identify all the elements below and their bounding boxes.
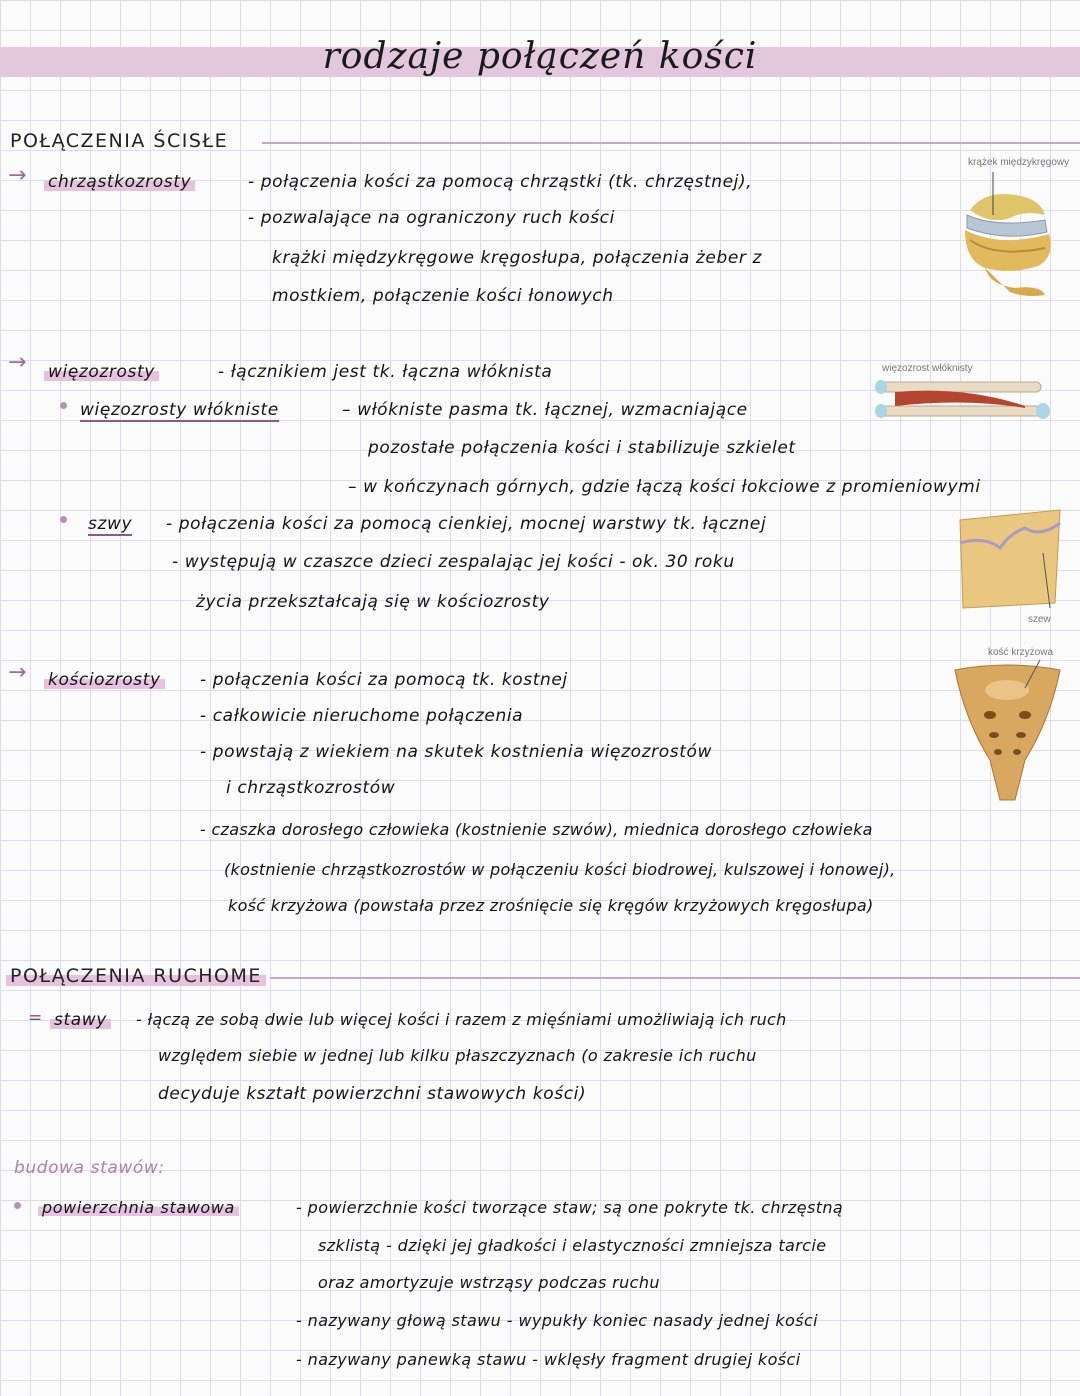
text-line: – włókniste pasma tk. łącznej, wzmacniające [342, 400, 748, 420]
text-line: oraz amortyzuje wstrząsy podczas ruchu [318, 1273, 660, 1292]
fibrous-syndesmosis-illustration [875, 376, 1055, 426]
text-line: mostkiem, połączenie kości łonowych [272, 286, 614, 306]
term-szwy: szwy [88, 514, 133, 534]
text-line: życia przekształcają się w kościozrosty [196, 592, 550, 612]
bullet-icon [14, 1202, 21, 1209]
figure-caption: szew [1028, 614, 1051, 625]
arrow-icon: → [8, 660, 28, 685]
section-rule [262, 142, 1080, 144]
text-line: szklistą - dzięki jej gładkości i elastyczności zmniejsza tarcie [318, 1236, 827, 1255]
sacrum-illustration [950, 660, 1065, 805]
arrow-icon: → [8, 350, 28, 375]
term-wiezozrosty: więzozrosty [44, 362, 159, 382]
text-line: - połączenia kości za pomocą chrząstki (tk. chrzęstnej), [248, 172, 753, 192]
text-line: krążki międzykręgowe kręgosłupa, połączenia żeber z [272, 248, 763, 268]
section-heading-movable-joints: POŁĄCZENIA RUCHOME [6, 965, 266, 987]
text-line: - połączenia kości za pomocą tk. kostnej [200, 670, 568, 690]
subheading-budowa-stawow: budowa stawów: [14, 1158, 165, 1178]
term-kosciozrosty: kościozrosty [44, 670, 165, 690]
figure-caption: krążek międzykręgowy [968, 157, 1070, 168]
text-line: - całkowicie nieruchome połączenia [200, 706, 524, 726]
text-line: - łączą ze sobą dwie lub więcej kości i razem z mięśniami umożliwiają ich ruch [136, 1010, 787, 1029]
bullet-icon [60, 402, 67, 409]
text-line: i chrząstkozrostów [226, 778, 396, 798]
text-line: (kostnienie chrząstkozrostów w połączeniu kości biodrowej, kulszowej i łonowej), [224, 860, 896, 879]
arrow-icon: → [8, 163, 28, 188]
text-line: - powierzchnie kości tworzące staw; są one pokryte tk. chrzęstną [296, 1198, 844, 1217]
text-line: decyduje kształt powierzchni stawowych kości) [158, 1084, 587, 1104]
intervertebral-disc-illustration [955, 170, 1065, 300]
text-line: – w kończynach górnych, gdzie łączą kości łokciowe z promieniowymi [348, 477, 981, 497]
text-line: - łącznikiem jest tk. łączna włóknista [218, 362, 553, 382]
bullet-icon [60, 516, 67, 523]
figure-caption: kość krzyżowa [988, 647, 1054, 658]
term-wiezozrosty-wlokniste: więzozrosty włókniste [80, 400, 279, 420]
term-powierzchnia-stawowa: powierzchnia stawowa [38, 1198, 239, 1217]
equals-sign: = [28, 1008, 43, 1028]
text-line: - powstają z wiekiem na skutek kostnienia więzozrostów [200, 742, 712, 762]
text-line: - nazywany panewką stawu - wklęsły fragment drugiej kości [296, 1350, 801, 1369]
page-title: rodzaje połączeń kości [322, 36, 758, 77]
suture-illustration [955, 508, 1065, 613]
text-line: - występują w czaszce dzieci zespalając jej kości - ok. 30 roku [172, 552, 735, 572]
text-line: pozostałe połączenia kości i stabilizuje szkielet [368, 438, 796, 458]
section-heading-close-joints: POŁĄCZENIA ŚCISŁE [10, 130, 229, 152]
text-line: względem siebie w jednej lub kilku płaszczyznach (o zakresie ich ruchu [158, 1046, 757, 1065]
text-line: - połączenia kości za pomocą cienkiej, mocnej warstwy tk. łącznej [166, 514, 767, 534]
section-rule [270, 977, 1080, 979]
term-stawy: stawy [50, 1010, 111, 1030]
text-line: - czaszka dorosłego człowieka (kostnienie szwów), miednica dorosłego człowieka [200, 820, 873, 839]
figure-caption: więzozrost włóknisty [882, 363, 973, 374]
text-line: - nazywany głową stawu - wypukły koniec nasady jednej kości [296, 1311, 818, 1330]
text-line: - pozwalające na ograniczony ruch kości [248, 208, 615, 228]
text-line: kość krzyżowa (powstała przez zrośnięcie się kręgów krzyżowych kręgosłupa) [228, 896, 874, 915]
term-chrzastkozrosty: chrząstkozrosty [44, 172, 195, 192]
